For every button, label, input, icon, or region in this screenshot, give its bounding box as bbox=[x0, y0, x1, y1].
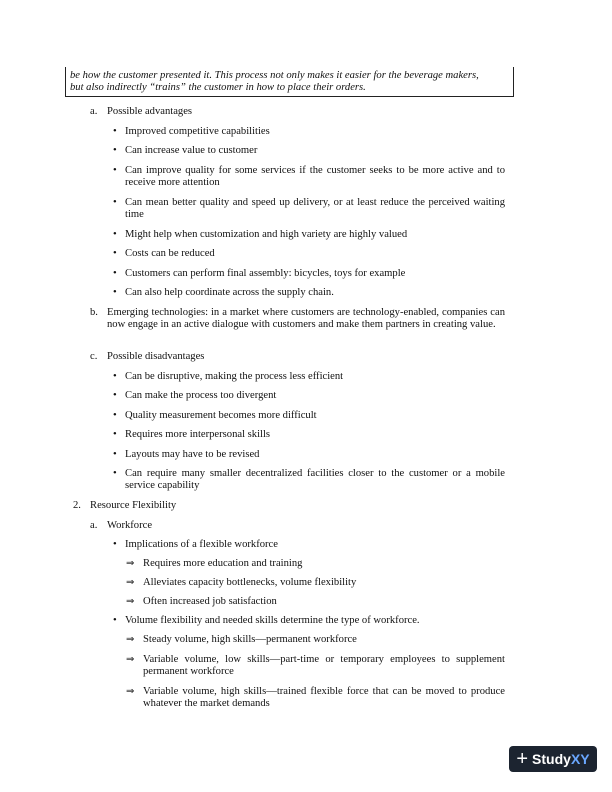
arrow-icon: ⇒ bbox=[126, 634, 135, 645]
bullet-icon: • bbox=[113, 126, 117, 137]
arrow-icon: ⇒ bbox=[126, 654, 135, 665]
intro-line-2: but also indirectly “trains” the customer in how to place their orders. bbox=[70, 82, 366, 94]
intro-box bbox=[65, 67, 514, 97]
arrow-icon: ⇒ bbox=[126, 686, 135, 697]
bullet-icon: • bbox=[113, 539, 117, 550]
bullet-icon: • bbox=[113, 229, 117, 240]
plus-icon: + bbox=[516, 748, 529, 770]
section-2-heading: 2. Resource Flexibility bbox=[73, 500, 177, 511]
section-c-heading: c. Possible disadvantages bbox=[90, 351, 205, 362]
section-b-text: Emerging technologies: in a market where customers are technology-enabled, companies can now engage in an active dialogue with customers and make them partners in creating value. bbox=[107, 307, 505, 331]
studyxy-logo[interactable]: + Study XY bbox=[509, 746, 597, 772]
section-2a-heading: a. Workforce bbox=[90, 520, 153, 531]
bullet-icon: • bbox=[113, 449, 117, 460]
bullet-icon: • bbox=[113, 268, 117, 279]
section-b-marker: b. bbox=[90, 307, 98, 318]
bullet-icon: • bbox=[113, 165, 117, 176]
bullet-icon: • bbox=[113, 197, 117, 208]
bullet-icon: • bbox=[113, 145, 117, 156]
bullet-icon: • bbox=[113, 371, 117, 382]
section-a-heading: a. Possible advantages bbox=[90, 106, 193, 117]
bullet-icon: • bbox=[113, 429, 117, 440]
intro-line-1: be how the customer presented it. This process not only makes it easier for the beverage makers, bbox=[70, 70, 479, 81]
bullet-icon: • bbox=[113, 615, 117, 626]
arrow-icon: ⇒ bbox=[126, 558, 135, 569]
bullet-icon: • bbox=[113, 390, 117, 401]
arrow-icon: ⇒ bbox=[126, 596, 135, 607]
bullet-icon: • bbox=[113, 410, 117, 421]
bullet-icon: • bbox=[113, 287, 117, 298]
bullet-icon: • bbox=[113, 468, 117, 479]
bullet-icon: • bbox=[113, 248, 117, 259]
arrow-icon: ⇒ bbox=[126, 577, 135, 588]
